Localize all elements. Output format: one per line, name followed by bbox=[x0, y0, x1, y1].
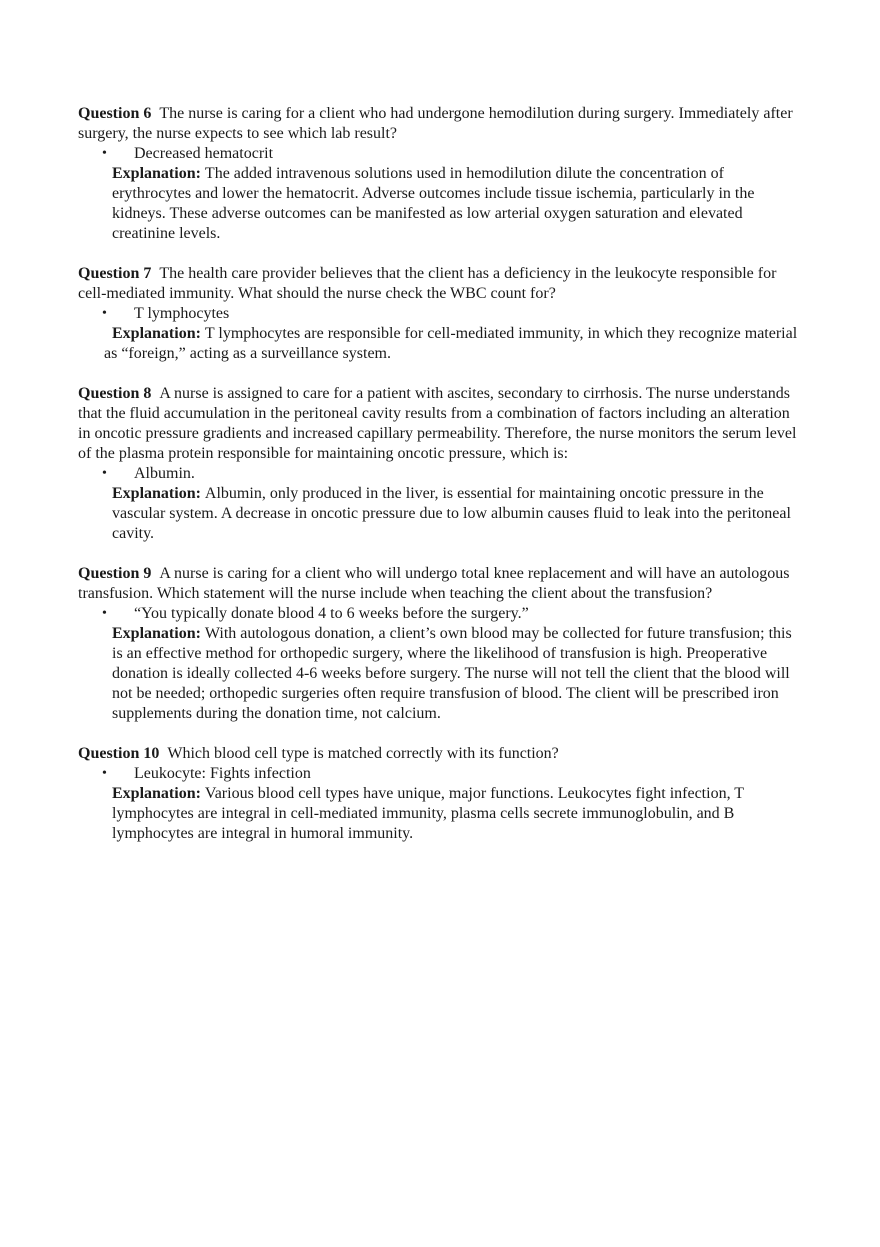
explanation-label: Explanation: bbox=[112, 485, 201, 502]
answer-item bbox=[78, 144, 806, 164]
answer-item bbox=[78, 304, 806, 324]
question-stem bbox=[78, 104, 806, 144]
bullet-icon: • bbox=[102, 466, 107, 481]
explanation-text: T lymphocytes are responsible for cell-mediated immunity, in which they recognize material as “foreign,” acting as a surveillance system. bbox=[104, 325, 798, 362]
explanation-label: Explanation: bbox=[112, 785, 201, 802]
question-stem bbox=[78, 564, 806, 604]
explanation bbox=[78, 624, 806, 724]
explanation-label: Explanation: bbox=[112, 325, 201, 342]
explanation bbox=[78, 784, 806, 844]
explanation bbox=[78, 324, 806, 364]
explanation bbox=[78, 484, 806, 544]
explanation-label: Explanation: bbox=[112, 625, 201, 642]
bullet-icon: • bbox=[102, 146, 107, 161]
answer-text: Decreased hematocrit bbox=[134, 145, 274, 162]
question-text: The nurse is caring for a client who had undergone hemodilution during surgery. Immediately after surgery, the nurse expects to see which lab result? bbox=[78, 105, 793, 142]
question-block-8 bbox=[78, 384, 806, 544]
bullet-icon: • bbox=[102, 606, 107, 621]
question-text: Which blood cell type is matched correctly with its function? bbox=[167, 745, 559, 762]
document-page bbox=[78, 104, 806, 864]
question-stem bbox=[78, 744, 806, 764]
question-block-10 bbox=[78, 744, 806, 844]
explanation-text: The added intravenous solutions used in hemodilution dilute the concentration of erythrocytes and lower the hematocrit. Adverse outcomes include tissue ischemia, particularly in the kidneys. These adverse outcomes can be manifested as low arterial oxygen saturation and elevated creatinine levels. bbox=[112, 165, 755, 242]
question-label: Question 9 bbox=[78, 565, 152, 582]
answer-item bbox=[78, 464, 806, 484]
question-label: Question 10 bbox=[78, 745, 160, 762]
explanation-text: With autologous donation, a client’s own blood may be collected for future transfusion; this is an effective method for orthopedic surgery, where the likelihood of transfusion is high. Preoperative donation is ideally collected 4-6 weeks before surgery. The nurse will not tell the client that the blood will not be needed; orthopedic surgeries often require transfusion of blood. The client will be prescribed iron supplements during the donation time, not calcium. bbox=[112, 625, 792, 722]
answer-item bbox=[78, 604, 806, 624]
question-label: Question 6 bbox=[78, 105, 152, 122]
question-stem bbox=[78, 264, 806, 304]
bullet-icon: • bbox=[102, 306, 107, 321]
explanation bbox=[78, 164, 806, 244]
question-block-9 bbox=[78, 564, 806, 724]
question-label: Question 8 bbox=[78, 385, 152, 402]
answer-text: “You typically donate blood 4 to 6 weeks before the surgery.” bbox=[134, 605, 529, 622]
explanation-text: Albumin, only produced in the liver, is essential for maintaining oncotic pressure in the vascular system. A decrease in oncotic pressure due to low albumin causes fluid to leak into the peritoneal cavity. bbox=[112, 485, 791, 542]
answer-text: Leukocyte: Fights infection bbox=[134, 765, 311, 782]
question-block-7 bbox=[78, 264, 806, 364]
question-text: The health care provider believes that the client has a deficiency in the leukocyte responsible for cell-mediated immunity. What should the nurse check the WBC count for? bbox=[78, 265, 777, 302]
question-label: Question 7 bbox=[78, 265, 152, 282]
answer-text: Albumin. bbox=[134, 465, 195, 482]
explanation-text: Various blood cell types have unique, major functions. Leukocytes fight infection, T lymphocytes are integral in cell-mediated immunity, plasma cells secrete immunoglobulin, and B lymphocytes are integral in humoral immunity. bbox=[112, 785, 744, 842]
bullet-icon: • bbox=[102, 766, 107, 781]
question-block-6 bbox=[78, 104, 806, 244]
answer-item bbox=[78, 764, 806, 784]
answer-text: T lymphocytes bbox=[134, 305, 230, 322]
question-stem bbox=[78, 384, 806, 464]
explanation-label: Explanation: bbox=[112, 165, 201, 182]
question-text: A nurse is caring for a client who will undergo total knee replacement and will have an autologous transfusion. Which statement will the nurse include when teaching the client about the transfusion? bbox=[78, 565, 790, 602]
question-text: A nurse is assigned to care for a patient with ascites, secondary to cirrhosis. The nurse understands that the fluid accumulation in the peritoneal cavity results from a combination of factors including an alteration in oncotic pressure gradients and increased capillary permeability. Therefore, the nurse monitors the serum level of the plasma protein responsible for maintaining oncotic pressure, which is: bbox=[78, 385, 797, 462]
